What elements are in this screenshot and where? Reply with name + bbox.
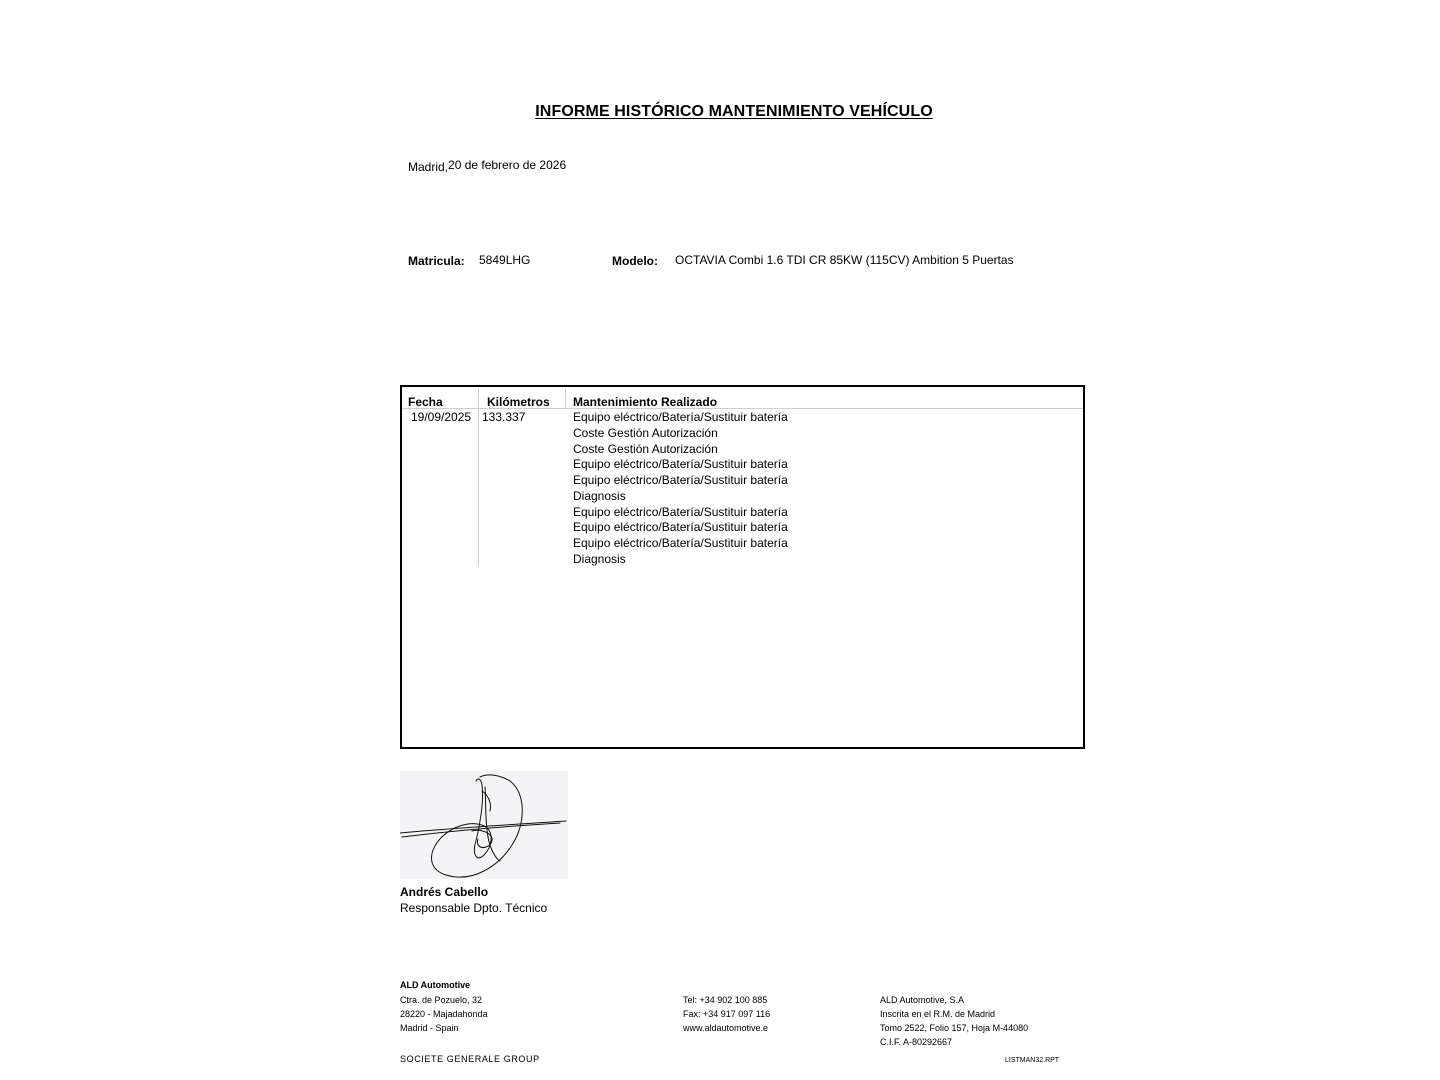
footer-fax: Fax: +34 917 097 116 — [683, 1009, 771, 1019]
maintenance-item: Diagnosis — [573, 551, 626, 566]
footer-registry-line: Inscrita en el R.M. de Madrid — [880, 1009, 996, 1019]
maintenance-item: Equipo eléctrico/Batería/Sustituir batería — [573, 536, 788, 550]
place: Madrid, — [408, 160, 449, 174]
footer-group-logo: SOCIETE GENERALE GROUP — [400, 1054, 540, 1064]
maintenance-item: Equipo eléctrico/Batería/Sustituir batería — [573, 457, 788, 472]
handwritten-signature — [400, 771, 568, 879]
footer-report-code: LISTMAN32.RPT — [1005, 1057, 1060, 1064]
footer-registry-line: Tomo 2522, Folio 157, Hoja M-44080 — [880, 1023, 1029, 1033]
model-value: OCTAVIA Combi 1.6 TDI CR 85KW (115CV) Ambition 5 Puertas — [675, 253, 1014, 267]
row-km: 133.337 — [482, 410, 526, 424]
maintenance-item: Equipo eléctrico/Batería/Sustituir batería — [573, 520, 788, 535]
report-date: 20 de febrero de 2026 — [448, 158, 567, 172]
model-label: Modelo: — [612, 254, 658, 268]
report-title: INFORME HISTÓRICO MANTENIMIENTO VEHÍCULO — [535, 103, 933, 120]
maintenance-item: Equipo eléctrico/Batería/Sustituir batería — [573, 410, 788, 424]
column-divider-2 — [565, 389, 566, 409]
place-date — [408, 158, 566, 172]
column-divider-1 — [478, 389, 479, 566]
maintenance-item: Equipo eléctrico/Batería/Sustituir batería — [573, 473, 788, 487]
signer-role: Responsable Dpto. Técnico — [400, 901, 548, 915]
footer-registry-line: C.I.F. A-80292667 — [880, 1037, 953, 1047]
footer-phone: Tel: +34 902 100 885 — [683, 995, 768, 1005]
footer-website: www.aldautomotive.e — [683, 1023, 769, 1033]
maintenance-item: Coste Gestión Autorización — [573, 441, 718, 456]
signer-name: Andrés Cabello — [400, 885, 489, 899]
footer-registry-line: ALD Automotive, S.A — [880, 995, 965, 1005]
footer-address-line: 28220 - Majadahonda — [400, 1009, 488, 1019]
header-km: Kilómetros — [487, 395, 550, 409]
maintenance-item: Equipo eléctrico/Batería/Sustituir batería — [573, 504, 788, 519]
row-date: 19/09/2025 — [411, 410, 472, 424]
footer-company: ALD Automotive — [400, 980, 471, 990]
header-maintenance: Mantenimiento Realizado — [573, 395, 718, 409]
maintenance-list — [573, 410, 788, 568]
header-divider — [402, 408, 1083, 409]
header-date: Fecha — [408, 395, 443, 409]
signature-image — [400, 771, 568, 879]
plate-value: 5849LHG — [479, 253, 531, 267]
maintenance-item: Coste Gestión Autorización — [573, 425, 718, 440]
footer-address-line: Madrid - Spain — [400, 1023, 459, 1033]
plate-label: Matricula: — [408, 254, 465, 268]
maintenance-item: Diagnosis — [573, 488, 626, 503]
footer-address-line: Ctra. de Pozuelo, 32 — [400, 995, 483, 1005]
